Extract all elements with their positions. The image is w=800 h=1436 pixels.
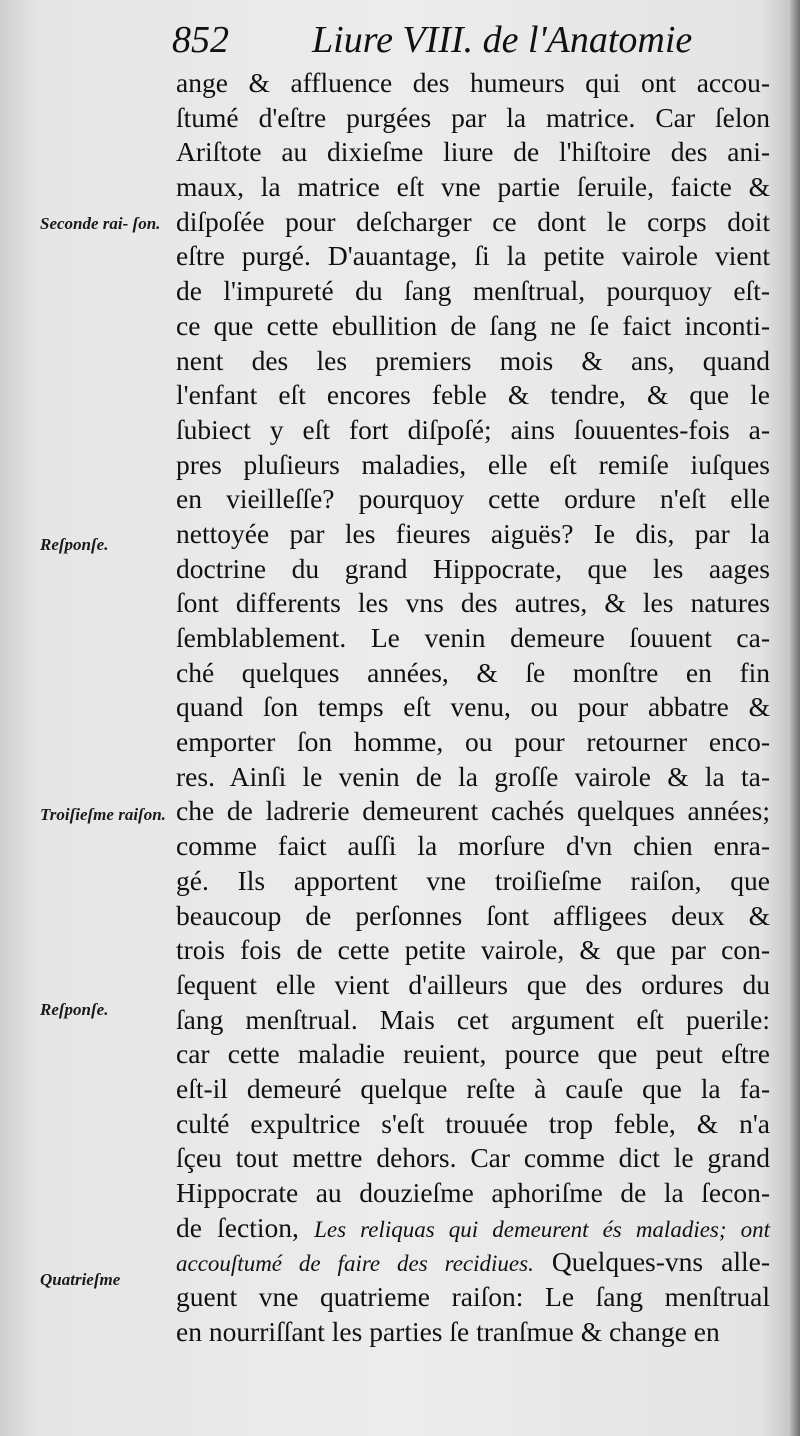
text-line: ſequent elle vient d'ailleurs que des ordures du: [176, 968, 770, 1000]
text-line: en vieilleſſe? pourquoy cette ordure n'eſt elle: [176, 483, 770, 515]
text-line: eſt-il demeuré quelque reſte à cauſe que la fa-: [176, 1072, 770, 1104]
text-line: eſtre purgé. D'auantage, ſi la petite vairole vient: [176, 240, 770, 272]
text-line: pres pluſieurs maladies, elle eſt remiſe iuſques: [176, 448, 770, 480]
text-line: trois fois de cette petite vairole, & que par con-: [176, 934, 770, 966]
text-line: ſçeu tout mettre dehors. Car comme dict le grand: [176, 1142, 770, 1174]
margin-note-seconde-raison: Seconde rai- ſon.: [40, 214, 161, 233]
text-line: guent vne quatrieme raiſon: Le ſang menſtrual: [176, 1281, 770, 1313]
text-line: nent des les premiers mois & ans, quand: [176, 344, 770, 376]
page-number: 852: [172, 19, 229, 61]
text-line: res. Ainſi le venin de la groſſe vairole & la ta-: [176, 760, 770, 792]
text-span: Quelques-vns alle-: [551, 1246, 771, 1278]
text-span: de ſection,: [176, 1211, 299, 1243]
body-text: [176, 66, 770, 1349]
text-line: ſont differents les vns des autres, & les natures: [176, 587, 770, 619]
text-line-mixed: [176, 1245, 770, 1280]
text-line: comme faict auſſi la morſure d'vn chien enra-: [176, 830, 770, 862]
text-line: nettoyée par les fieures aiguës? Ie dis, par la: [176, 517, 770, 549]
text-line: ché quelques années, & ſe monſtre en fin: [176, 656, 770, 688]
text-line: emporter ſon homme, ou pour retourner enco-: [176, 726, 770, 758]
text-line: che de ladrerie demeurent cachés quelques années;: [176, 795, 770, 827]
text-line: car cette maladie reuient, pource que peut eſtre: [176, 1038, 770, 1070]
text-line: gé. Ils apportent vne troiſieſme raiſon, que: [176, 864, 770, 896]
text-line: ſtumé d'eſtre purgées par la matrice. Car ſelon: [176, 101, 770, 133]
margin-note-quatriesme: Quatrieſme: [40, 1270, 121, 1289]
text-line: diſpoſée pour deſcharger ce dont le corps doit: [176, 205, 770, 237]
margin-note-troisiesme-raison: Troiſieſme raiſon.: [40, 805, 166, 824]
text-line: doctrine du grand Hippocrate, que les aages: [176, 552, 770, 584]
text-line: culté expultrice s'eſt trouuée trop feble, & n'a: [176, 1107, 770, 1139]
text-line: beaucoup de perſonnes ſont affligees deux &: [176, 899, 770, 931]
text-line: quand ſon temps eſt venu, ou pour abbatre &: [176, 691, 770, 723]
text-line: ange & affluence des humeurs qui ont accou-: [176, 67, 770, 98]
text-line-mixed: [176, 1211, 770, 1246]
text-line: ſubiect y eſt fort diſpoſé; ains ſouuentes-fois a-: [176, 413, 770, 445]
page-header: [172, 14, 692, 66]
italic-quote: accouſtumé de faire des recidiues.: [176, 1251, 534, 1277]
text-line: ſemblablement. Le venin demeure ſouuent ca-: [176, 622, 770, 653]
text-line: Hippocrate au douzieſme aphoriſme de la ſecon-: [176, 1177, 770, 1208]
margin-note-response-2: Reſponſe.: [40, 1000, 109, 1019]
text-line: ce que cette ebullition de ſang ne ſe faict inconti-: [176, 309, 770, 341]
page-edge-shadow: [790, 0, 800, 1436]
text-line: en nourriſſant les parties ſe tranſmue & change en: [176, 1315, 720, 1347]
text-line: l'enfant eſt encores feble & tendre, & que le: [176, 379, 770, 411]
text-line: de l'impureté du ſang menſtrual, pourquoy eſt-: [176, 275, 770, 307]
italic-quote: Les reliquas qui demeurent és maladies; ont: [314, 1216, 771, 1242]
margin-note-response-1: Reſponſe.: [40, 535, 109, 554]
running-title: Liure VIII. de l'Anatomie: [312, 19, 693, 61]
text-line: maux, la matrice eſt vne partie ſeruile, faicte &: [176, 171, 770, 203]
text-line: Ariſtote au dixieſme liure de l'hiſtoire des ani-: [176, 136, 770, 168]
text-line: ſang menſtrual. Mais cet argument eſt puerile:: [176, 1003, 770, 1035]
